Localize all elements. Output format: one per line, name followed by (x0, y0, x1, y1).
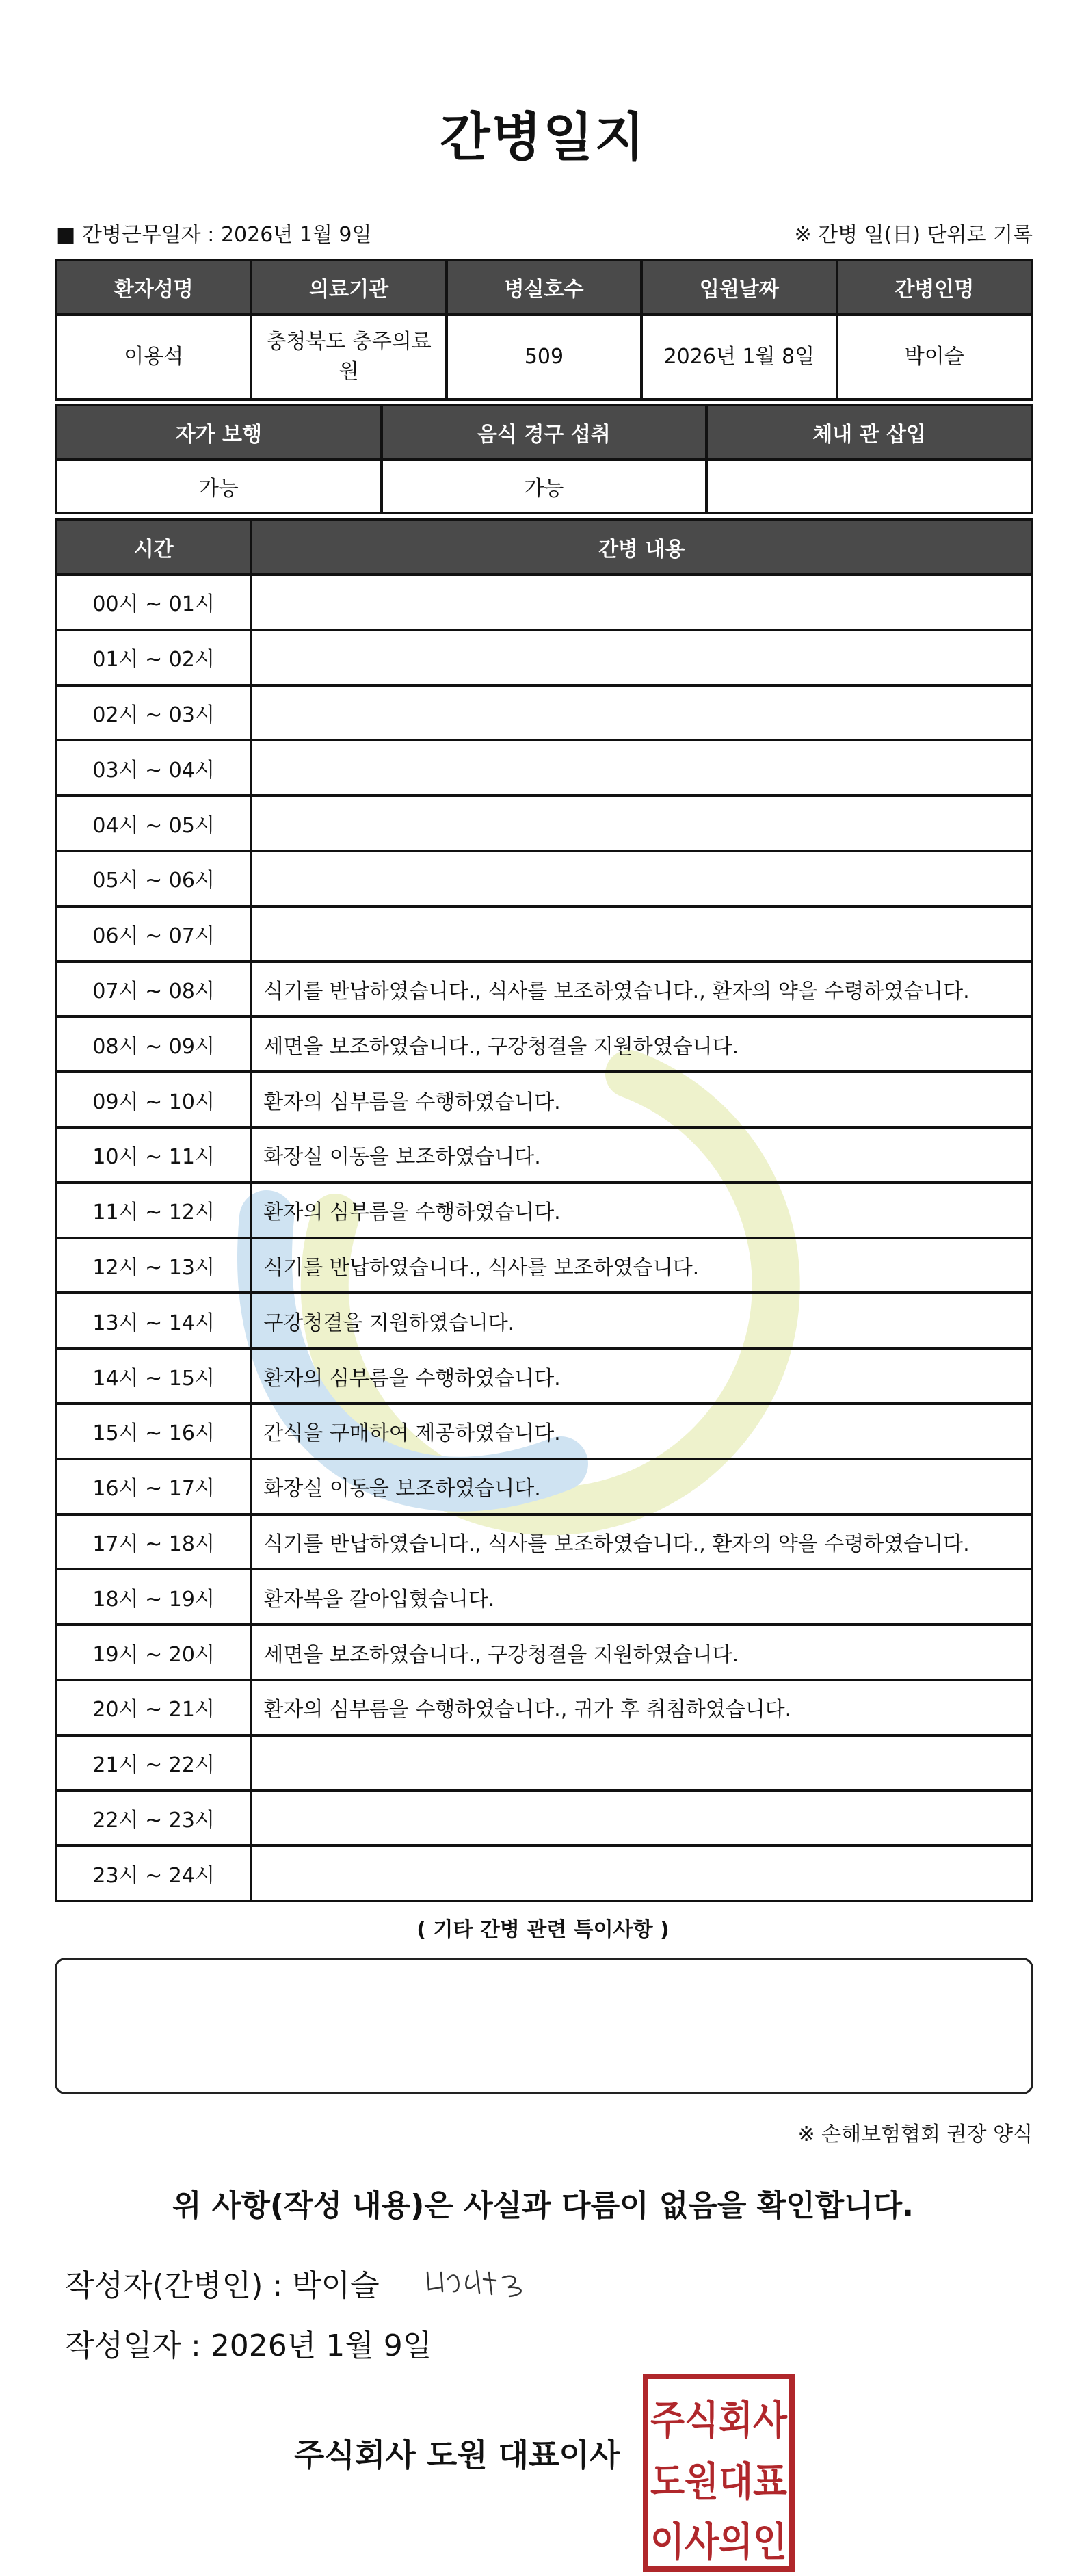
schedule-content (251, 1735, 1032, 1791)
seal-text-line: 도원대표 (650, 2458, 787, 2505)
self-walking-value: 가능 (56, 460, 382, 513)
schedule-content: 세면을 보조하였습니다., 구강청결을 지원하였습니다. (251, 1625, 1032, 1680)
company-signature: 주식회사 도원 대표이사 (294, 2436, 620, 2473)
header-hospital: 의료기관 (251, 260, 446, 315)
writer-line: 작성자(간병인) : 박이슬 (65, 2268, 380, 2303)
header-care-content: 간병 내용 (251, 520, 1032, 575)
schedule-time: 02시 ~ 03시 (56, 685, 251, 741)
schedule-content: 화장실 이동을 보조하였습니다. (251, 1127, 1032, 1183)
schedule-content: 환자의 심부름을 수행하였습니다. (251, 1348, 1032, 1404)
header-patient-name: 환자성명 (56, 260, 251, 315)
room-number-value: 509 (447, 315, 641, 399)
schedule-row (56, 1791, 1032, 1846)
schedule-row (56, 1459, 1032, 1514)
schedule-time: 18시 ~ 19시 (56, 1569, 251, 1625)
schedule-row (56, 1735, 1032, 1791)
schedule-time: 05시 ~ 06시 (56, 851, 251, 906)
schedule-row (56, 1127, 1032, 1183)
schedule-row (56, 906, 1032, 962)
schedule-row (56, 796, 1032, 851)
seal-text-line: 이사의인 (650, 2519, 787, 2565)
schedule-row (56, 1569, 1032, 1625)
schedule-content: 화장실 이동을 보조하였습니다. (251, 1459, 1032, 1514)
caregiver-name-value: 박이슬 (837, 315, 1032, 399)
schedule-row (56, 685, 1032, 741)
schedule-time: 17시 ~ 18시 (56, 1514, 251, 1570)
schedule-time: 21시 ~ 22시 (56, 1735, 251, 1791)
schedule-time: 09시 ~ 10시 (56, 1072, 251, 1127)
schedule-content (251, 906, 1032, 962)
schedule-row (56, 630, 1032, 685)
schedule-time: 23시 ~ 24시 (56, 1845, 251, 1901)
header-oral-intake: 음식 경구 섭취 (382, 405, 707, 460)
schedule-content (251, 851, 1032, 906)
schedule-content: 간식을 구매하여 제공하였습니다. (251, 1404, 1032, 1459)
schedule-content: 환자의 심부름을 수행하였습니다., 귀가 후 취침하였습니다. (251, 1680, 1032, 1735)
unit-note: ※ 간병 일(日) 단위로 기록 (794, 223, 1033, 247)
schedule-row (56, 1514, 1032, 1570)
schedule-time: 11시 ~ 12시 (56, 1183, 251, 1238)
care-schedule-table (55, 518, 1033, 1902)
schedule-content (251, 1845, 1032, 1901)
schedule-time: 20시 ~ 21시 (56, 1680, 251, 1735)
header-self-walking: 자가 보행 (56, 405, 382, 460)
schedule-content: 식기를 반납하였습니다., 식사를 보조하였습니다., 환자의 약을 수령하였습니다. (251, 962, 1032, 1017)
schedule-content (251, 796, 1032, 851)
schedule-content: 식기를 반납하였습니다., 식사를 보조하였습니다., 환자의 약을 수령하였습니다. (251, 1514, 1032, 1570)
schedule-time: 00시 ~ 01시 (56, 575, 251, 630)
header-admission-date: 입원날짜 (641, 260, 836, 315)
schedule-row (56, 1680, 1032, 1735)
schedule-row (56, 740, 1032, 796)
schedule-row (56, 575, 1032, 630)
header-time: 시간 (56, 520, 251, 575)
seal-text-line: 주식회사 (650, 2397, 788, 2443)
header-room-number: 병실호수 (447, 260, 641, 315)
schedule-content: 구강청결을 지원하였습니다. (251, 1293, 1032, 1348)
schedule-row (56, 1238, 1032, 1293)
schedule-time: 12시 ~ 13시 (56, 1238, 251, 1293)
oral-intake-value: 가능 (382, 460, 707, 513)
header-tube-insertion: 체내 관 삽입 (706, 405, 1032, 460)
schedule-time: 19시 ~ 20시 (56, 1625, 251, 1680)
schedule-time: 06시 ~ 07시 (56, 906, 251, 962)
hospital-value: 충청북도 충주의료원 (251, 315, 446, 399)
company-seal (643, 2374, 795, 2572)
schedule-row (56, 1845, 1032, 1901)
schedule-time: 22시 ~ 23시 (56, 1791, 251, 1846)
schedule-time: 07시 ~ 08시 (56, 962, 251, 1017)
schedule-row (56, 1016, 1032, 1072)
schedule-time: 10시 ~ 11시 (56, 1127, 251, 1183)
patient-info-table (55, 259, 1033, 401)
schedule-content (251, 685, 1032, 741)
schedule-time: 03시 ~ 04시 (56, 740, 251, 796)
patient-name-value: 이용석 (56, 315, 251, 399)
schedule-time: 08시 ~ 09시 (56, 1016, 251, 1072)
schedule-row (56, 1072, 1032, 1127)
schedule-row (56, 1348, 1032, 1404)
confirm-statement: 위 사항(작성 내용)은 사실과 다름이 없음을 확인합니다. (172, 2188, 914, 2223)
schedule-time: 13시 ~ 14시 (56, 1293, 251, 1348)
admission-date-value: 2026년 1월 8일 (641, 315, 836, 399)
work-date-label: ■ 간병근무일자 : 2026년 1월 9일 (56, 223, 372, 247)
schedule-time: 15시 ~ 16시 (56, 1404, 251, 1459)
schedule-time: 04시 ~ 05시 (56, 796, 251, 851)
schedule-content (251, 1791, 1032, 1846)
schedule-content (251, 630, 1032, 685)
notes-title: ( 기타 간병 관련 특이사항 ) (416, 1918, 670, 1942)
schedule-time: 16시 ~ 17시 (56, 1459, 251, 1514)
schedule-row (56, 851, 1032, 906)
schedule-content: 세면을 보조하였습니다., 구강청결을 지원하였습니다. (251, 1016, 1032, 1072)
signature (421, 2259, 537, 2306)
schedule-time: 14시 ~ 15시 (56, 1348, 251, 1404)
schedule-content (251, 740, 1032, 796)
date-line: 작성일자 : 2026년 1월 9일 (65, 2328, 432, 2363)
schedule-row (56, 1293, 1032, 1348)
schedule-row (56, 1183, 1032, 1238)
schedule-content: 환자의 심부름을 수행하였습니다. (251, 1183, 1032, 1238)
notes-box (55, 1958, 1033, 2094)
schedule-content: 환자복을 갈아입혔습니다. (251, 1569, 1032, 1625)
schedule-content: 식기를 반납하였습니다., 식사를 보조하였습니다. (251, 1238, 1032, 1293)
page-title: 간병일지 (440, 107, 646, 168)
schedule-content (251, 575, 1032, 630)
recommend-note: ※ 손해보험협회 권장 양식 (797, 2122, 1033, 2146)
schedule-row (56, 1625, 1032, 1680)
header-caregiver-name: 간병인명 (837, 260, 1032, 315)
schedule-content: 환자의 심부름을 수행하였습니다. (251, 1072, 1032, 1127)
schedule-time: 01시 ~ 02시 (56, 630, 251, 685)
schedule-row (56, 1404, 1032, 1459)
patient-status-table (55, 404, 1033, 514)
tube-insertion-value (706, 460, 1032, 513)
schedule-row (56, 962, 1032, 1017)
